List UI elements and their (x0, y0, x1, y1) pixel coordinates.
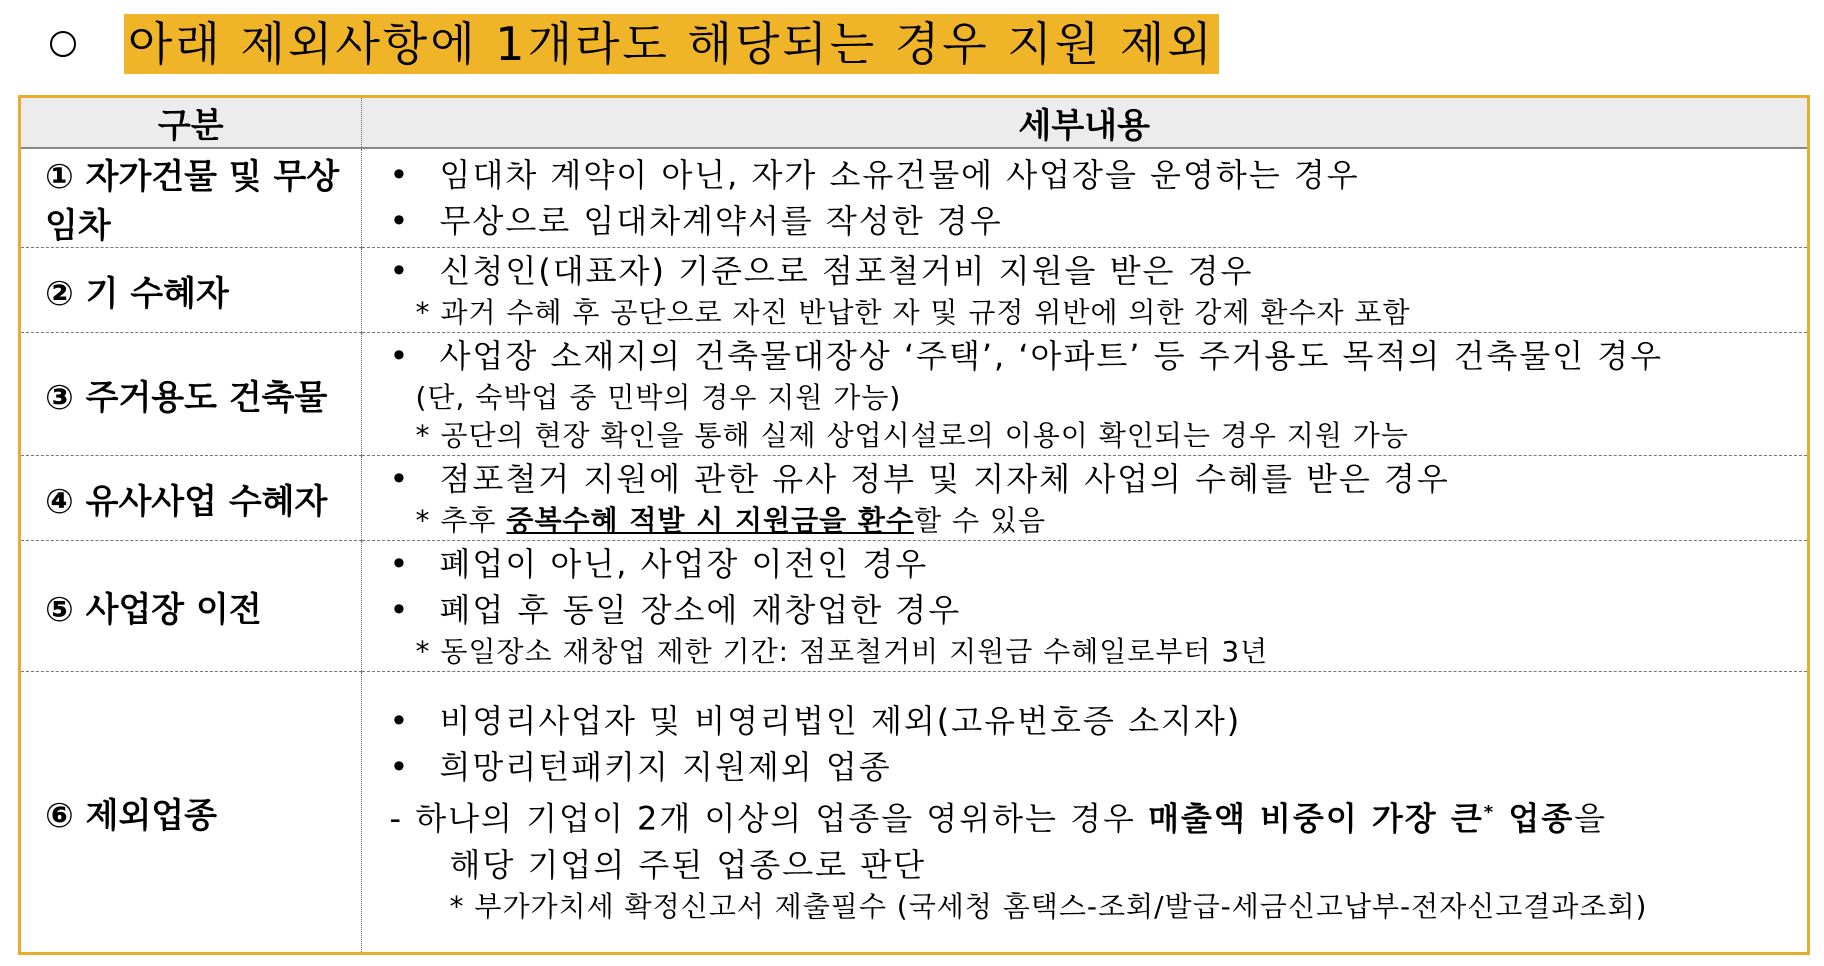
detail-prefix: - 하나의 기업이 2개 이상의 업종을 영위하는 경우 (389, 799, 1149, 838)
row-label: ⑥ 제외업종 (21, 672, 361, 953)
row-details (361, 541, 1807, 672)
detail-text: 해당 기업의 주된 업종으로 판단 (449, 845, 927, 884)
detail-emphasis: 업종 (1495, 799, 1575, 838)
table-row (21, 672, 1807, 953)
detail-text: 희망리턴패키지 지원제외 업종 (439, 748, 892, 787)
row-label: ④ 유사사업 수혜자 (21, 456, 361, 541)
note-text (390, 502, 1808, 540)
detail-emphasis: 매출액 비중이 가장 큰 (1148, 799, 1484, 838)
detail-text: 신청인(대표자) 기준으로 점포철거비 지원을 받은 경우 (439, 252, 1254, 290)
detail-text: 사업장 소재지의 건축물대장상 ‘주택’, ‘아파트’ 등 주거용도 목적의 건축물인 경우 (439, 337, 1664, 375)
header-category: 구분 (21, 98, 361, 148)
exclusion-table (18, 95, 1810, 955)
bullet-icon: • (389, 591, 411, 629)
note-text: * 부가가치세 확정신고서 제출필수 (국세청 홈택스-조회/발급-세금신고납부-전자신고결과조회) (449, 889, 1648, 923)
table-row (21, 148, 1807, 248)
detail-text: 임대차 계약이 아닌, 자가 소유건물에 사업장을 운영하는 경우 (439, 156, 1360, 194)
table-row (21, 541, 1807, 672)
row-details (361, 456, 1807, 541)
row-label: ① 자가건물 및 무상임차 (21, 148, 361, 248)
row-details (361, 333, 1807, 456)
table-row (21, 333, 1807, 456)
note-emphasis: 중복수혜 적발 시 지원금을 환수 (506, 504, 915, 537)
detail-text: 점포철거 지원에 관한 유사 정부 및 지자체 사업의 수혜를 받은 경우 (439, 460, 1450, 498)
note-prefix: * 추후 (415, 504, 507, 537)
bullet-icon: • (389, 252, 411, 290)
row-details (361, 672, 1807, 953)
detail-text: 비영리사업자 및 비영리법인 제외(고유번호증 소지자) (439, 702, 1242, 741)
circle-bullet-icon (50, 31, 76, 57)
row-label: ③ 주거용도 건축물 (21, 333, 361, 456)
detail-text: 무상으로 임대차계약서를 작성한 경우 (439, 202, 1003, 240)
detail-text: 폐업이 아닌, 사업장 이전인 경우 (439, 545, 929, 583)
note-suffix: 할 수 있음 (914, 504, 1047, 537)
note-text: * 과거 수혜 후 공단으로 자진 반납한 자 및 규정 위반에 의한 강제 환수자 포함 (415, 296, 1411, 329)
bullet-icon: • (389, 202, 411, 240)
header-details: 세부내용 (361, 98, 1807, 148)
detail-text (390, 790, 1808, 842)
heading-text: 아래 제외사항에 1개라도 해당되는 경우 지원 제외 (124, 14, 1219, 74)
row-details (361, 248, 1807, 333)
table-row (21, 456, 1807, 541)
footnote-mark: * (1483, 802, 1496, 824)
row-label: ⑤ 사업장 이전 (21, 541, 361, 672)
note-text: * 공단의 현장 확인을 통해 실제 상업시설로의 이용이 확인되는 경우 지원 가능 (415, 419, 1409, 452)
bullet-icon: • (389, 337, 411, 375)
row-label: ② 기 수혜자 (21, 248, 361, 333)
bullet-icon: • (389, 545, 411, 583)
table-row (21, 248, 1807, 333)
bullet-icon: • (389, 156, 411, 194)
detail-suffix: 을 (1574, 799, 1608, 838)
row-details (361, 148, 1807, 248)
detail-text: (단, 숙박업 중 민박의 경우 지원 가능) (415, 381, 902, 414)
detail-text: 폐업 후 동일 장소에 재창업한 경우 (439, 591, 962, 629)
bullet-icon: • (389, 748, 411, 787)
bullet-icon: • (389, 702, 411, 741)
bullet-icon: • (389, 460, 411, 498)
note-text: * 동일장소 재창업 제한 기간: 점포철거비 지원금 수혜일로부터 3년 (415, 635, 1269, 668)
section-heading (50, 14, 1219, 74)
